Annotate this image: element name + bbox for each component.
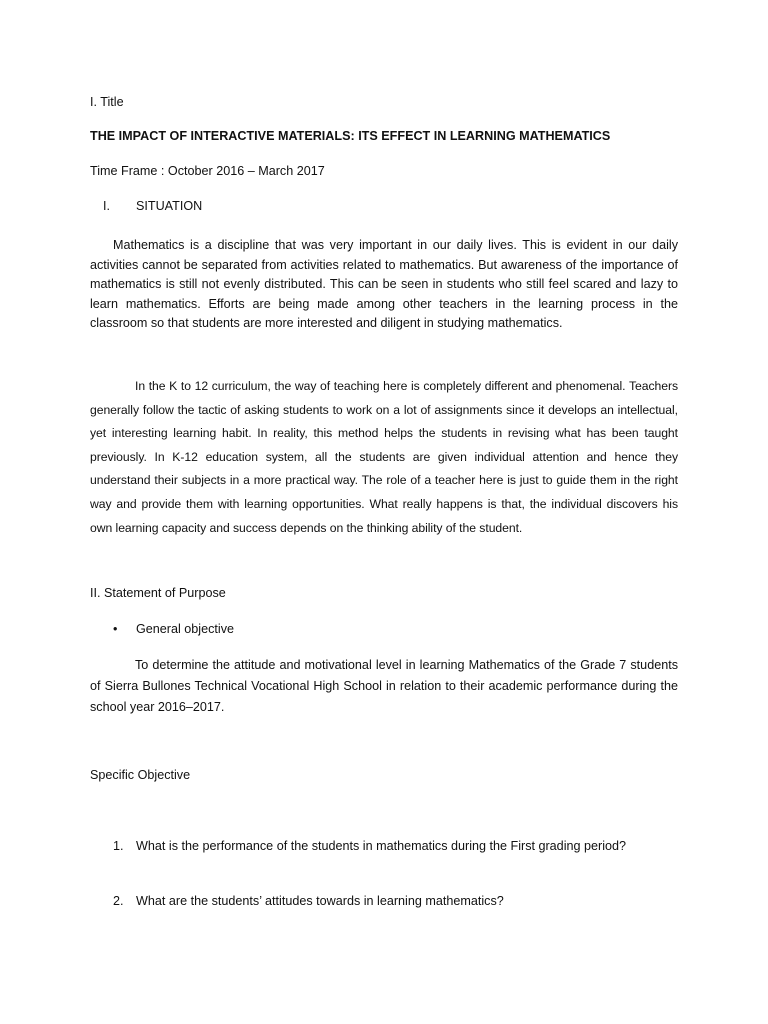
objective-number: 1. xyxy=(113,839,124,853)
objective-text: What are the students’ attitudes towards in learning mathematics? xyxy=(136,894,504,908)
general-objective-text: To determine the attitude and motivational level in learning Mathematics of the Grade 7 students of Sierra Bullones Technical Vocational High School in relation to their academic performance during the school year 2016–2017. xyxy=(90,658,678,714)
section-heading-title: I. Title xyxy=(90,95,124,109)
bullet-icon: • xyxy=(113,622,118,636)
specific-objective-label: Specific Objective xyxy=(90,768,191,782)
situation-number: I. xyxy=(103,199,110,213)
situation-paragraph-1: Mathematics is a discipline that was very important in our daily lives. This is evident in our daily activities cannot be separated from activities related to mathematics. But awareness of the importance of mathematics is still not evenly distributed. This can be seen in students who still feel scared and lazy to learn mathematics. Efforts are being made among other teachers in the learning process in the classroom so that students are more interested and diligent in studying mathematics. xyxy=(90,238,678,331)
general-objective-label: General objective xyxy=(136,622,235,636)
document-title: THE IMPACT OF INTERACTIVE MATERIALS: ITS EFFECT IN LEARNING MATHEMATICS xyxy=(90,129,611,143)
situation-heading: SITUATION xyxy=(136,199,203,213)
time-frame: Time Frame : October 2016 – March 2017 xyxy=(90,164,325,178)
statement-of-purpose-heading: II. Statement of Purpose xyxy=(90,586,226,600)
objective-text: What is the performance of the students in mathematics during the First grading period? xyxy=(136,839,627,853)
situation-paragraph-2: In the K to 12 curriculum, the way of teaching here is completely different and phenomenal. Teachers generally follow the tactic of asking students to work on a lot of assignments since it develops an intellectual, yet interesting learning habit. In reality, this method helps the students in revising what has been taught previously. In K-12 education system, all the students are given individual attention and hence they understand their subjects in a more practical way. The role of a teacher here is just to guide them in the right way and provide them with learning opportunities. What really happens is that, the individual discovers his own learning capacity and success depends on the thinking ability of the student. xyxy=(90,379,678,535)
objective-number: 2. xyxy=(113,894,124,908)
